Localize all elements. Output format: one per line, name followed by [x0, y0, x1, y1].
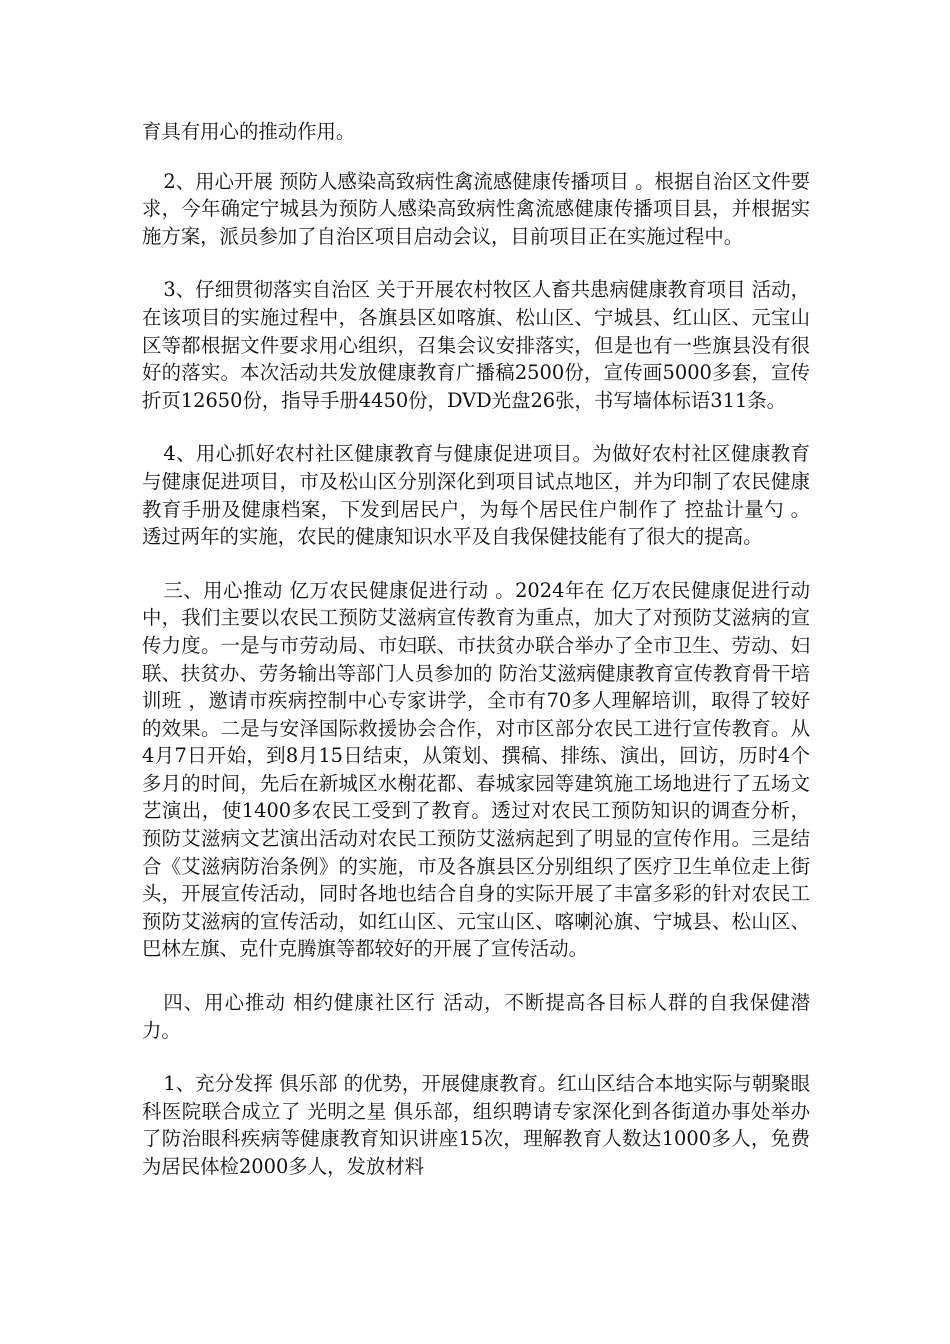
paragraph-item-3-zoonosis-project: 3、仔细贯彻落实自治区 关于开展农村牧区人畜共患病健康教育项目 活动，在该项目的实施过程中，各旗县区如喀旗、松山区、宁城县、红山区、元宝山区等都根据文件要求用心组织，召集会议安排落实，但是也有一些旗县没有很好的落实。本次活动共发放健康教育广播稿2500份，宣传画5000多套，宣传折页12650份，指导手册4450份，DVD光盘26张，书写墙体标语311条。	[142, 278, 810, 412]
paragraph-continuation: 育具有用心的推动作用。	[142, 120, 356, 143]
paragraph-item-2-avian-flu-project: 2、用心开展 预防人感染高致病性禽流感健康传播项目 。根据自治区文件要求，今年确定宁城县为预防人感染高致病性禽流感健康传播项目县，并根据实施方案，派员参加了自治区项目启动会议，目前项目正在实施过程中。	[142, 169, 810, 248]
paragraph-item-4-rural-community-project: 4、用心抓好农村社区健康教育与健康促进项目。为做好农村社区健康教育与健康促进项目，市及松山区分别深化到项目试点地区，并为印制了农民健康教育手册及健康档案，下发到居民户，为每个居民住户制作了 控盐计量勺 。透过两年的实施，农民的健康知识水平及自我保健技能有了很大的提高。	[142, 442, 810, 549]
paragraph-section-3-farmers-health-action: 三、用心推动 亿万农民健康促进行动 。2024年在 亿万农民健康促进行动 中，我们主要以农民工预防艾滋病宣传教育为重点，加大了对预防艾滋病的宣传力度。一是与市劳动局、市妇联、市扶贫办联合举办了全市卫生、劳动、妇联、扶贫办、劳务输出等部门人员参加的 防治艾滋病健康教育宣传教育骨干培训班 ，邀请市疾病控制中心专家讲学，全市有70多人理解培训，取得了较好的效果。二是与安泽国际救援协会合作，对市区部分农民工进行宣传教育。从4月7日开始，到8月15日结束，从策划、撰稿、排练、演出，回访，历时4个多月的时间，先后在新城区水榭花都、春城家园等建筑施工场地进行了五场文艺演出，使1400多农民工受到了教育。透过对农民工预防知识的调查分析，预防艾滋病文艺演出活动对农民工预防艾滋病起到了明显的宣传作用。三是结合《艾滋病防治条例》的实施，市及各旗县区分别组织了医疗卫生单位走上街头，开展宣传活动，同时各地也结合自身的实际开展了丰富多彩的针对农民工预防艾滋病的宣传活动，如红山区、元宝山区、喀喇沁旗、宁城县、松山区、巴林左旗、克什克腾旗等都较好的开展了宣传活动。	[142, 578, 810, 961]
paragraph-item-1-club-advantage: 1、充分发挥 俱乐部 的优势，开展健康教育。红山区结合本地实际与朝聚眼科医院联合成立了 光明之星 俱乐部，组织聘请专家深化到各街道办事处举办了防治眼科疾病等健康教育知识讲座15次，理解教育人数达1000多人，免费为居民体检2000多人，发放材料	[142, 1072, 810, 1178]
paragraph-section-4-community-health: 四、用心推动 相约健康社区行 活动，不断提高各目标人群的自我保健潜力。	[142, 991, 810, 1042]
document-page	[142, 118, 810, 1207]
